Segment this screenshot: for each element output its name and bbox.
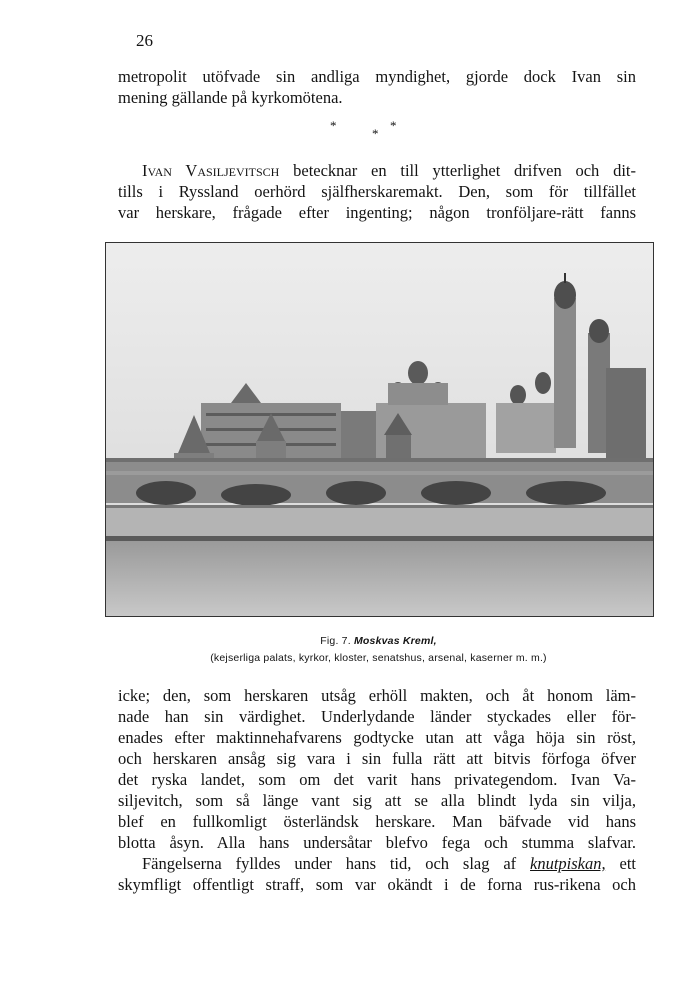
separator-star: * — [390, 118, 397, 133]
text-line: siljevitch, som så länge vant sig att se alla blindt lyda sin vilja, — [118, 791, 636, 810]
figure-caption — [105, 635, 652, 647]
text-line: var herskare, frågade efter ingenting; någon tronföljare-rätt fanns — [118, 203, 636, 222]
section-separator — [320, 118, 410, 140]
text-line: enades efter maktinnehafvarens godtycke utan att våga höja sin röst, — [118, 728, 636, 747]
separator-star: * — [330, 118, 337, 133]
name-ivan-vasiljevitsch: Ivan Vasiljevitsch — [142, 161, 280, 180]
term-knutpiskan: knutpiskan, — [530, 854, 606, 873]
paragraph-4 — [118, 853, 636, 895]
kremlin-photograph — [105, 242, 654, 617]
text-run: Fängelserna fylldes under hans tid, och slag af — [142, 854, 531, 873]
text-line: icke; den, som herskaren utsåg erhöll makten, och åt honom läm- — [118, 686, 636, 705]
text-run: betecknar en till ytterlighet drifven och dit- — [279, 161, 636, 180]
kremlin-illustration — [106, 243, 653, 616]
text-line: nade han sin värdighet. Underlydande länder styckades eller för- — [118, 707, 636, 726]
figure-title: Moskvas Kreml, — [353, 635, 437, 647]
text-line: metropolit utöfvade sin andliga myndighet, gjorde dock Ivan sin — [118, 67, 636, 86]
text-line: skymfligt offentligt straff, som var okändt i de forna rus-rikena och — [118, 875, 636, 894]
text-run: ett — [605, 854, 636, 873]
text-line: och herskaren ansåg sig vara i sin fulla rätt att bitvis förfoga öfver — [118, 749, 636, 768]
text-line: det ryska landet, som om det varit hans privategendom. Ivan Va- — [118, 770, 636, 789]
paragraph-3 — [118, 685, 636, 853]
paragraph-2 — [118, 160, 636, 223]
text-line — [118, 160, 636, 181]
separator-star: * — [372, 126, 379, 141]
text-line: mening gällande på kyrkomötena. — [118, 88, 343, 107]
text-line: tills i Ryssland oerhörd själfherskaremakt. Den, som för tillfället — [118, 182, 636, 201]
page-number: 26 — [136, 31, 153, 50]
text-line: blef en fullkomligt österländsk herskare. Man bäfvade vid hans — [118, 812, 636, 831]
text-line — [118, 853, 636, 874]
figure-subcaption: (kejserliga palats, kyrkor, kloster, senatshus, arsenal, kaserner m. m.) — [210, 652, 547, 664]
figure-label: Fig. 7. — [320, 635, 351, 647]
paragraph-1 — [118, 66, 636, 108]
text-line: blotta åsyn. Alla hans undersåtar blefvo fega och stumma slafvar. — [118, 833, 636, 852]
